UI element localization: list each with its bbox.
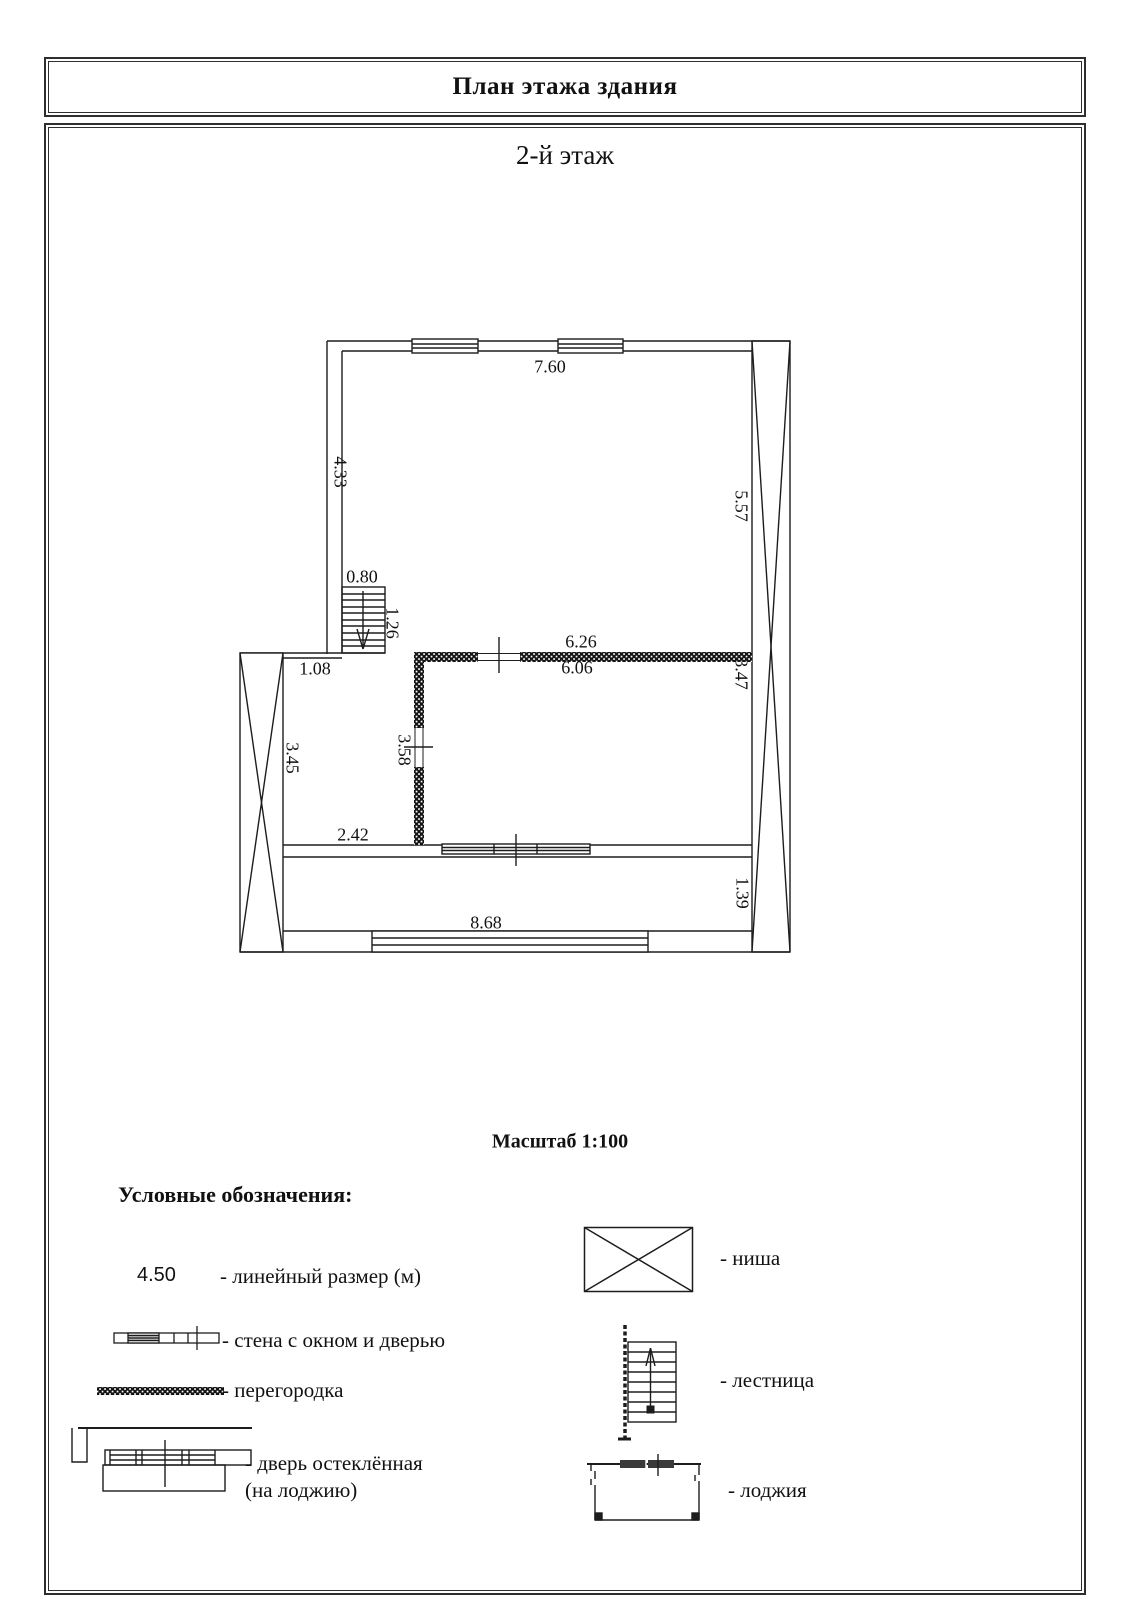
legend-label-partition: - перегородка (222, 1378, 344, 1402)
stairs-plan (342, 587, 385, 653)
scale-note: Масштаб 1:100 (491, 1130, 629, 1153)
dim-label-partition-length: 6.26 (565, 631, 597, 652)
legend-label-stairs: - лестница (720, 1368, 815, 1392)
loggia-icon (585, 1454, 705, 1530)
dim-label-stairs-depth: 1.26 (382, 607, 403, 639)
legend-label-niche: - ниша (720, 1246, 781, 1270)
legend-label-glazed-door: - дверь остеклённая (245, 1451, 423, 1475)
legend-label-wall-window-door: - стена с окном и дверью (222, 1328, 446, 1352)
legend-heading: Условные обозначения: (118, 1182, 353, 1207)
page-title: План этажа здания (452, 73, 678, 100)
window-top-left (412, 339, 478, 353)
loggia-window (372, 931, 648, 952)
legend-label-glazed-door-2: (на лоджию) (245, 1478, 358, 1502)
floor-subtitle: 2-й этаж (515, 140, 615, 170)
legend-label-linear: - линейный размер (м) (220, 1264, 422, 1288)
dim-label-ledge: 1.08 (299, 658, 331, 679)
stairs-icon (616, 1322, 680, 1446)
dim-label-right-upper: 5.57 (731, 490, 752, 522)
dim-label-room-right: 3.47 (731, 658, 752, 690)
wall-window-door-icon (112, 1324, 226, 1352)
dim-label-loggia-width: 8.68 (470, 912, 502, 933)
glazed-door-plan (442, 834, 590, 866)
dim-label-lower-left: 2.42 (337, 824, 369, 845)
legend-label-loggia: - лоджия (728, 1478, 807, 1502)
dim-label-stairs-width: 0.80 (346, 566, 378, 587)
window-top-right (558, 339, 623, 353)
glazed-door-icon (68, 1424, 254, 1496)
dim-label-top-width: 7.60 (534, 356, 566, 377)
partition-icon (96, 1385, 226, 1397)
dim-label-room-width: 6.06 (561, 657, 593, 678)
linear-dimension-sample: 4.50 (137, 1264, 176, 1286)
dim-label-loggia-depth: 1.39 (732, 877, 753, 909)
dim-label-partition-height: 3.58 (394, 734, 415, 766)
dim-label-left-upper: 4.33 (330, 456, 351, 488)
niche-icon (583, 1226, 695, 1294)
dim-label-room-left: 3.45 (282, 742, 303, 774)
